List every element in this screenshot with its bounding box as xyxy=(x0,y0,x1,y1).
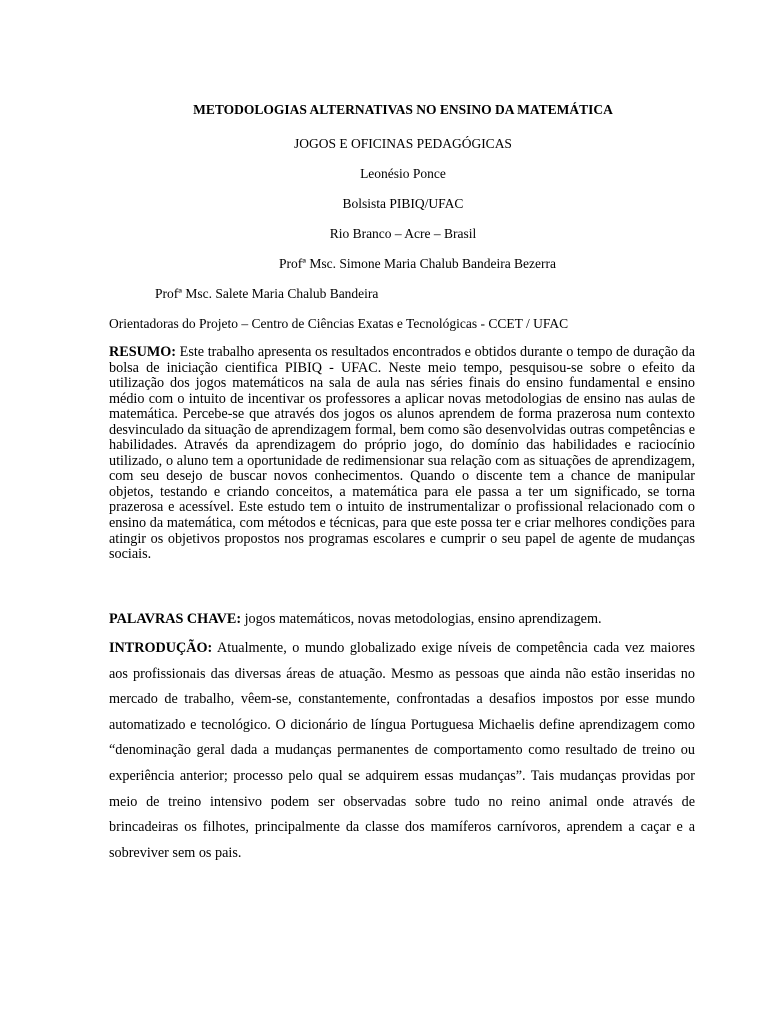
introduction-text: Atualmente, o mundo globalizado exige níveis de competência cada vez maiores aos profissionais das diversas áreas de atuação. Mesmo as pessoas que ainda não estão inseridas no mercado de trabalho, vêem-se, constantemente, confrontadas a desafios impostos por esse mundo automatizado e tecnológico. O dicionário de língua Portuguesa Michaelis define aprendizagem como “denominação geral dada a mudanças permanentes de comportamento como resultado de treino ou experiência anterior; processo pelo qual se adquirem essas mudanças”. Tais mudanças providas por meio de treino intensivo podem ser observadas sobre tudo no reino animal onde através de brincadeiras os filhotes, principalmente da classe dos mamíferos carnívoros, aprendem a caçar e a sobreviver sem os pais. xyxy=(109,640,695,861)
introduction-label: INTRODUÇÃO: xyxy=(109,640,213,656)
abstract-label: RESUMO: xyxy=(109,344,176,360)
advisor-2: Profª Msc. Salete Maria Chalub Bandeira xyxy=(155,286,379,301)
author-location: Rio Branco – Acre – Brasil xyxy=(329,226,477,241)
affiliation: Orientadoras do Projeto – Centro de Ciências Exatas e Tecnológicas - CCET / UFAC xyxy=(109,316,569,331)
advisor-1: Profª Msc. Simone Maria Chalub Bandeira Bezerra xyxy=(279,256,557,271)
introduction-paragraph xyxy=(109,636,695,866)
abstract-text: Este trabalho apresenta os resultados encontrados e obtidos durante o tempo de duração da bolsa de iniciação cientifica PIBIQ - UFAC. Neste meio tempo, pesquisou-se sobre o efeito da utilização dos jogos matemáticos na sala de aula nas séries finais do ensino fundamental e ensino médio com o intuito de incentivar os professores a aplicar novas metodologias de ensino nas aulas de matemática. Percebe-se que através dos jogos os alunos aprendem de forma prazerosa num contexto desvinculado da situação de aprendizagem formal, bem como são desenvolvidas outras competências e habilidades. Através da aprendizagem do próprio jogo, do domínio das habilidades e raciocínio utilizado, o aluno tem a oportunidade de redimensionar sua relação com as situações de aprendizagem, com seu desejo de buscar novos conhecimentos. Quando o discente tem a chance de manipular objetos, testando e criando conceitos, a matemática para ele passa a ter um significado, se torna prazerosa e acessível. Este estudo tem o intuito de instrumentalizar o profissional relacionado com o ensino da matemática, com métodos e técnicas, para que este possa ter e criar melhores condições para atingir os objetivos propostos nos programas escolares e cumprir o seu papel de agente de mudanças sociais. xyxy=(109,344,696,563)
keywords-paragraph xyxy=(109,610,695,628)
abstract-paragraph xyxy=(109,345,695,563)
author-name: Leonésio Ponce xyxy=(360,166,446,181)
keywords-text: jogos matemáticos, novas metodologias, ensino aprendizagem. xyxy=(244,611,602,627)
paper-subtitle: JOGOS E OFICINAS PEDAGÓGICAS xyxy=(294,136,512,151)
paper-title: METODOLOGIAS ALTERNATIVAS NO ENSINO DA MATEMÁTICA xyxy=(193,102,613,117)
author-role: Bolsista PIBIQ/UFAC xyxy=(342,196,464,211)
keywords-label: PALAVRAS CHAVE: xyxy=(109,611,242,627)
